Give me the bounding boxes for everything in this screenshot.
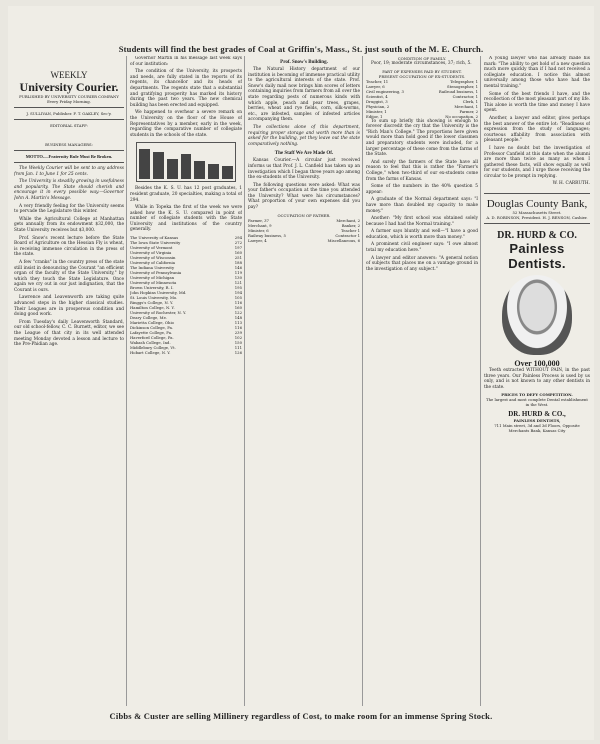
table-cell: Banker, 2 xyxy=(341,222,360,228)
table-cell: 113 xyxy=(234,320,242,326)
table-cell: Lawyer, 6 xyxy=(366,83,385,89)
table-cell: Middlebury College, Vt. xyxy=(130,345,176,351)
table-cell: Physician, 2 xyxy=(366,103,390,109)
table-cell: 294 xyxy=(234,235,242,241)
article-paragraph: Poor, 19; moderate circumstances, 37; rich, 5. xyxy=(371,61,472,66)
table-cell: Hamilton College, N. Y. xyxy=(130,305,175,311)
masthead-weekly: WEEKLY xyxy=(50,70,88,80)
column-3 xyxy=(248,56,360,706)
article-paragraph: Some of the numbers in the 40% question 5 appear: xyxy=(366,184,478,195)
table-cell: University of Pennsylvania xyxy=(130,270,182,276)
table-cell: Brown University, R. I. xyxy=(130,285,174,291)
table-cell: Deary College, Me. xyxy=(130,315,168,321)
editorial-staff-label: EDITORIAL STAFF: xyxy=(50,123,88,128)
table-cell: 105 xyxy=(234,295,242,301)
table-cell: Clerk, 1 xyxy=(462,98,478,104)
article-paragraph: Besides the K. S. U. has 12 post graduates, 1 resident graduate, 20 specialties, making a total of 294. xyxy=(130,186,242,203)
article-paragraph: A graduate of the Normal department says: "I have more than doubled my capacity to make money." xyxy=(366,197,478,214)
table-cell: 130 xyxy=(234,275,242,281)
dentist-portrait-image xyxy=(502,275,572,355)
article-paragraph: Another: "My first school was obtained solely because I had had the Normal training." xyxy=(366,216,478,227)
table-row xyxy=(248,238,360,243)
table-cell: 239 xyxy=(234,330,242,336)
article-paragraph: A lawyer and editor answers: "A general notion of subjects that places me on a vantage ground in the investigation of any subject." xyxy=(366,255,478,272)
table-row xyxy=(130,350,242,355)
table-cell: Contractor 1 xyxy=(335,232,360,238)
table-cell: 197 xyxy=(234,245,242,251)
table-cell: St. Louis University, Mo. xyxy=(130,295,178,301)
table-cell: Merchant, 9 xyxy=(248,222,272,228)
article-paragraph: Some of the best friends I have, and the recollection of the most pleasant part of my life. This alone is worth the time and money I have spent. xyxy=(484,91,590,114)
comparison-chart xyxy=(136,142,236,182)
dentist-ad-copy: Teeth extracted WITHOUT PAIN, in the past three years. Our Painless Process is used by us only, and is not known to any other dentists in the state. xyxy=(484,368,590,390)
article-paragraph: Governor Martin in his message last week says of our institution: xyxy=(130,56,242,67)
table-cell: 188 xyxy=(234,260,242,266)
table-cell: 160 xyxy=(234,305,242,311)
table-cell: Miscellaneous, 6 xyxy=(327,237,360,243)
table-cell: The Iowa State University xyxy=(130,240,181,246)
table-cell: University of Rochester, N. Y. xyxy=(130,310,187,316)
article-paragraph: From Tuesday's daily Leavenworth Standard, our old school-fellow, C. C. Burnett, editor, we see the League of that city in its well attended meeting Monday devoted a lesson and lecture to the Pre-Phidian age. xyxy=(14,319,124,348)
masthead-published: PUBLISHED BY UNIVERSITY COURIER COMPANY xyxy=(19,94,119,99)
bottom-banner: Cibbs & Custer are selling Millinery regardless of Cost, to make room for an immense Spring Stock. xyxy=(109,711,493,721)
table-cell: Telegrapher, 1 xyxy=(450,78,478,84)
table-cell: Contractor, 1 xyxy=(452,93,478,99)
table-cell: 146 xyxy=(234,265,242,271)
article-paragraph: The condition of the University, its prospects and needs, are fully stated in the reports of its regents, its chancellor and its heads of departments. The regents state that a substantial and gratifying prosperity has marked its history during the past two years. The new chemical building has been erected and equipped. xyxy=(130,69,242,108)
table-cell: 116 xyxy=(234,325,242,331)
article-paragraph: And surely the farmers of the State have all reason to feel that this is rather the "Farmer's College," when two-third of our ex-students come from the farms of Kansas. xyxy=(366,159,478,182)
table-cell: University of Vermont xyxy=(130,245,173,251)
masthead-motto: MOTTO.—Fraternity Rule Must Be Broken. xyxy=(25,154,113,159)
table-cell: Stenographer, 1 xyxy=(447,83,478,89)
article-paragraph: While the Agricultural College at Manhattan gets annually from its endowment $32,000, the State University receives but $3,000. xyxy=(14,216,124,233)
article-paragraph: The collections alone of this department, requiring proper storage and worth more than is asked for the building, yet they leave out the state comparatively nothing. xyxy=(248,124,360,147)
dentist-ad-footer-name: DR. HURD & CO., xyxy=(508,410,566,419)
column-rule xyxy=(480,56,481,706)
table-title: PART OF EXPENSES PAID BY STUDENT. xyxy=(382,68,462,74)
article-heading: The Staff We Are Made Of. xyxy=(274,151,334,157)
table-cell: Hobart College, N. Y. xyxy=(130,350,171,356)
column-5 xyxy=(484,56,590,706)
table-cell: 126 xyxy=(234,350,242,356)
table-cell: Minister, 6 xyxy=(248,227,269,233)
dentist-ad-footer-address: 711 Main street, 3d and 3d Floors, Opposite Merchants Bank, Kansas City xyxy=(494,423,580,434)
occupation-title: OCCUPATION OF FATHER. xyxy=(277,212,331,218)
table-cell: 111 xyxy=(234,345,242,351)
column-rule xyxy=(126,56,127,706)
column-4 xyxy=(366,56,478,706)
newspaper-page xyxy=(8,6,594,740)
table-cell: Civil engineering, 3 xyxy=(366,88,404,94)
table-cell: University of Minnesota xyxy=(130,280,177,286)
table-cell: Minister, 1 xyxy=(366,108,387,114)
article-paragraph: Prof. Snow's recent lecture before the State Board of Agriculture on the Hessian Fly is wheat, is receiving immense circulation in the press of the state. xyxy=(14,235,124,258)
table-cell: University of Wisconsin xyxy=(130,255,176,261)
table-cell: 116 xyxy=(234,300,242,306)
dentist-ad-tagline: Painless Dentists. xyxy=(508,241,566,272)
article-signature: W. H. CARRUTH. xyxy=(552,181,590,187)
table-cell: The University of Kansas xyxy=(130,235,179,241)
table-cell: Railroad business, 1 xyxy=(438,88,478,94)
article-paragraph: A prominent civil engineer says: "I owe almost total my education here." xyxy=(366,242,478,254)
occupation-table xyxy=(248,218,360,243)
table-cell: Scientist, 4 xyxy=(366,93,388,99)
table-cell: Haverford College, Pa. xyxy=(130,335,174,341)
table-cell: Lawyer, 4 xyxy=(248,237,267,243)
table-cell: Ringgs's College, N. Y. xyxy=(130,300,174,306)
article-paragraph: We happened to overhear a severe remark on the University on the floor of the House of Representatives by a member, early in the week, regarding the comparative number of collegiate students in the schools of the state. xyxy=(130,110,242,138)
column-2 xyxy=(130,56,242,706)
article-heading: Prof. Snow's Building. xyxy=(280,60,328,65)
table-cell: 150 xyxy=(234,340,242,346)
table-cell: Railway business, 5 xyxy=(248,232,286,238)
table-cell: 195 xyxy=(234,285,242,291)
top-banner: Students will find the best grades of Coal at Griffin's, Mass., St. just south of the M. E. Church. xyxy=(118,44,484,54)
table-cell: Farmer, 37 xyxy=(248,217,269,223)
article-paragraph: The following questions were asked: What was your father's occupation at the time you attended the University? What were his circumstances? What proportion of your own expenses did you pay? xyxy=(248,182,360,211)
table-title: PRESENT OCCUPATION OF EX-STUDENTS. xyxy=(378,73,466,79)
table-cell: Merchant, 2 xyxy=(336,217,360,223)
bank-officers: A. D. ROBINSON, President. H. J. BENSON, Cashier. xyxy=(486,215,588,221)
table-cell: Farmer, 2 xyxy=(459,108,478,114)
article-paragraph: A very friendly feeling for the University seems to pervade the Legislature this winter. xyxy=(14,203,124,215)
article-paragraph: A young lawyer who has already made his mark: "The ability to get hold of a new question much more quickly than if I had not received a collegiate education. I notice this almost universally among those who have had the mental training." xyxy=(484,56,590,89)
table-title: CONDITION OF FAMILY. xyxy=(397,56,447,61)
table-cell: 122 xyxy=(234,310,242,316)
bank-ad xyxy=(484,193,590,220)
masthead-title: University Courier. xyxy=(19,80,119,94)
table-cell: 272 xyxy=(234,240,242,246)
article-paragraph: The Natural History department of our institution is becoming of immense practical utility to the agricultural interests of the state. Prof. Snow's daily mail now brings him scores of letters containing inquiries from farmers from all over the state regarding pests of numerous kinds with which apple, peach and pear trees, grapes, berries, wheat and rye fields, corn, silk-worms, etc., are infested, samples of infested articles accompanying them. xyxy=(248,67,360,123)
table-cell: 251 xyxy=(234,255,242,261)
article-paragraph: While in Topeka the first of the week we were asked how the K. S. U. compared in point of number of collegiate students with the State University and institutions of the country generally. xyxy=(130,205,242,233)
dentist-ad-largest: The largest and most complete Dental establishment in the West. xyxy=(486,397,588,408)
college-list xyxy=(130,235,242,355)
article-paragraph: The University is steadily growing in usefulness and popularity. The State should cherish and encourage it in every possible way.—Governor John A. Martin's Message. xyxy=(14,179,124,201)
masthead-publishers: J. SULLIVAN, Publisher. F. T. OAKLEY, Sec'y. xyxy=(26,111,112,116)
article-paragraph: Another, a lawyer and editor, gives perhaps the best answer of the entire lot: "Readiness of expression from the study of languages; courteous affability from association with pleasant people." xyxy=(484,115,590,144)
table-cell: Teacher, 11 xyxy=(366,78,389,84)
table-cell: Marietta College, Ohio xyxy=(130,320,174,326)
dentist-ad-footer-title: PAINLESS DENTISTS, xyxy=(513,418,561,424)
table-cell: University of Michigan xyxy=(130,275,175,281)
table-cell: Editor, 1 xyxy=(366,113,383,119)
table-cell: John Hopkins University, Md. xyxy=(130,290,187,296)
masthead-every-friday: Every Friday Morning. xyxy=(47,99,91,104)
article-paragraph: I have no doubt but the investigation of Professor Canfield at this date when the alumni are more than twice as many as when I gathered these facts, will show equally as well for our students, and I urge those receiving the circular to be prompt in replying. xyxy=(484,145,590,179)
article-paragraph: Lawrence and Leavenworth are taking quite advanced steps in the higher classical studies. Their Leagues are in prosperous condition and doing good work. xyxy=(14,295,124,318)
table-cell: Druggist, 3 xyxy=(366,98,388,104)
article-paragraph: Kansas Courier.—A circular just received informs us that Prof. J. L. Canfield has taken up an investigation which I began three years ago among the ex-students of the University. xyxy=(248,158,360,181)
table-cell: Dickinson College, Pa. xyxy=(130,325,174,331)
table-cell: 160 xyxy=(234,250,242,256)
dentist-ad-count: Over 100,000 xyxy=(514,359,560,369)
column-1 xyxy=(14,56,124,706)
bank-address: 52 Massachusetts Street. xyxy=(512,210,562,216)
column-rule xyxy=(244,56,245,706)
table-cell: The Indiana University xyxy=(130,265,175,271)
table-cell: Lafayette College, Pa. xyxy=(130,330,173,336)
table-cell: Wabash College, Ind. xyxy=(130,340,171,346)
table-cell: Merchant, 1 xyxy=(454,103,478,109)
table-cell: University of California xyxy=(130,260,176,266)
dentist-ad-name: DR. HURD & CO. xyxy=(497,230,577,242)
ex-student-occupation-table xyxy=(366,79,478,119)
business-managers-label: BUSINESS MANAGERS: xyxy=(45,142,93,147)
table-cell: 102 xyxy=(234,335,242,341)
dentist-ad-prices: PRICES TO DEFY COMPETITION. xyxy=(501,392,573,398)
column-rule xyxy=(362,56,363,706)
table-cell: Teacher 1 xyxy=(340,227,360,233)
table-cell: 148 xyxy=(234,315,242,321)
bank-name: Douglas County Bank, xyxy=(486,198,588,211)
table-cell: University of Virginia xyxy=(130,250,172,256)
article-paragraph: A farmer says bluntly and well—"I have a good education, which is worth more than money." xyxy=(366,229,478,240)
table-cell: 121 xyxy=(234,280,242,286)
table-cell: No occupation, 2 xyxy=(445,113,478,119)
article-paragraph: A few "cranks" in the country press of the state still insist in denouncing the Courant "an efficient organ of the faculty of the State University," by which they touch the State Legislature. Once again we cry out in our just indignation, that the Courant is ours. xyxy=(14,259,124,293)
table-cell: 119 xyxy=(234,270,242,276)
article-paragraph: To sum up briefly this showing is enough to forever discredit the cry that the University is the "Rich Man's College." The proportions here given would more than hold good if the lower classmen and preparatory students were included, for a larger percentage of these come from the farms of the State. xyxy=(366,118,478,158)
table-cell: 194 xyxy=(234,290,242,296)
article-paragraph: The Weekly Courier will be sent to any address from Jan. 1 to June 1 for 25 cents. xyxy=(14,166,124,177)
